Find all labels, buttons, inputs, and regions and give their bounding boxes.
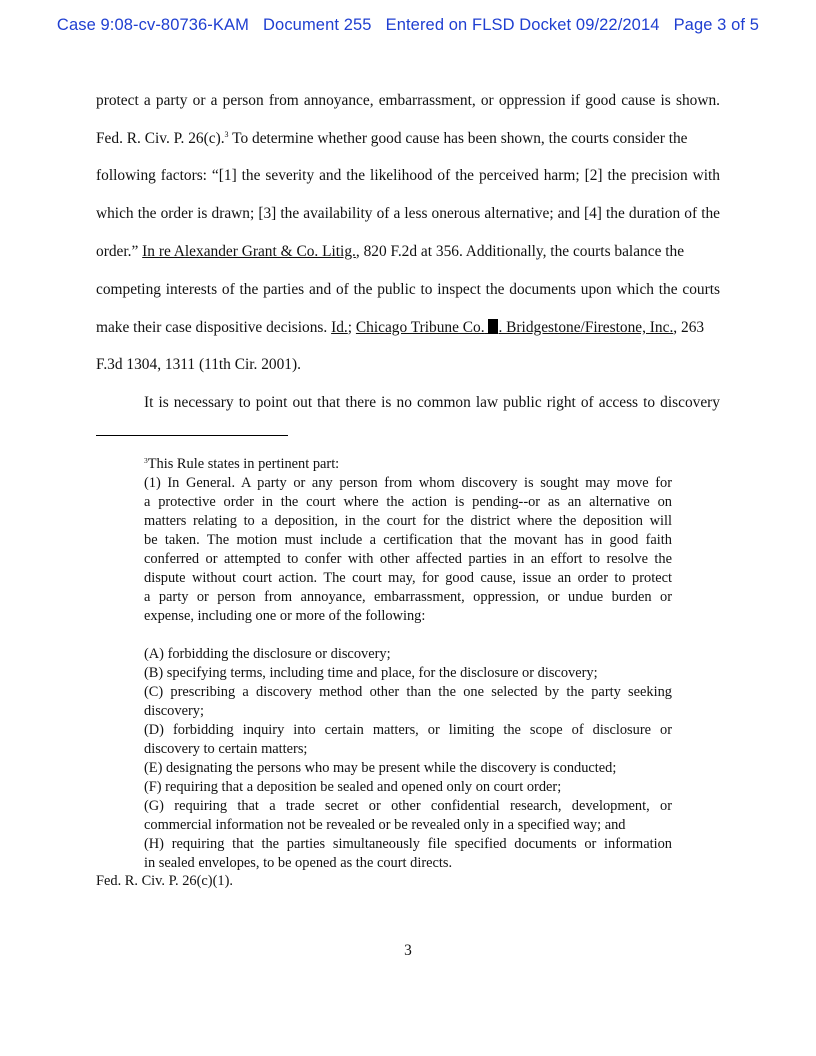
footnote-list-item (144, 778, 672, 797)
footnote-list-item (144, 683, 672, 721)
footnote-paragraph-1 (144, 474, 672, 626)
footnote-citation: Fed. R. Civ. P. 26(c)(1). (96, 873, 233, 889)
body-line-1: protect a party or a person from annoyance, embarrassment, or oppression if good cause is shown. (96, 92, 720, 109)
footnote-spacer (144, 626, 672, 645)
footnote-list-item (144, 759, 672, 778)
redaction-box (488, 319, 498, 334)
document-number: Document 255 (263, 16, 372, 34)
page-count: Page 3 of 5 (673, 16, 760, 34)
footnote-line: (1) In General. A party or any person from whom discovery is sought may move for (144, 475, 672, 491)
body-line-8: F.3d 1304, 1311 (11th Cir. 2001). (96, 356, 301, 373)
footnote (144, 455, 672, 873)
footnote-marker: 3 (144, 456, 148, 465)
case-citation-chicago-tribune (356, 319, 673, 336)
body-line-6: competing interests of the parties and of the public to inspect the documents upon which the courts (96, 281, 720, 298)
footnote-line: dispute without court action. The court may, for good cause, issue an order to protect (144, 570, 672, 586)
footnote-intro (144, 455, 672, 474)
body-line-5 (96, 242, 720, 262)
footnote-list-item (144, 835, 672, 873)
footnote-list-item-line: (E) designating the persons who may be present while the discovery is conducted; (144, 760, 617, 776)
case-number: Case 9:08-cv-80736-KAM (56, 16, 249, 34)
footnote-list-item-line: (F) requiring that a deposition be sealed and opened only on court order; (144, 779, 562, 795)
footnote-line: a party or person from annoyance, embarrassment, oppression, or undue burden or (144, 589, 672, 605)
body-line-3: following factors: “[1] the severity and the likelihood of the perceived harm; [2] the precision with (96, 167, 720, 184)
semicolon: ; (347, 319, 353, 336)
body-line-9: It is necessary to point out that there is no common law public right of access to discovery (144, 394, 720, 411)
entered-date: Entered on FLSD Docket 09/22/2014 (385, 16, 660, 34)
footnote-list-item (144, 645, 672, 664)
body-line-5-start: order.” (96, 243, 139, 260)
footnote-list (144, 645, 672, 873)
footnote-list-item-line: discovery; (144, 703, 204, 719)
body-line-7 (96, 318, 720, 338)
footnote-list-item-line: in sealed envelopes, to be opened as the court directs. (144, 855, 453, 871)
footnote-line: expense, including one or more of the following: (144, 608, 426, 624)
case-citation-grant: In re Alexander Grant & Co. Litig. (142, 243, 356, 260)
docket-header (0, 16, 816, 35)
id-citation: Id. (331, 319, 348, 336)
footnote-line: be taken. The motion must include a certification that the movant has in good faith (144, 532, 672, 548)
footnote-intro-text: This Rule states in pertinent part: (147, 456, 340, 472)
body-line-5-end: , 820 F.2d at 356. Additionally, the courts balance the (355, 243, 685, 260)
footnote-list-item-line: (H) requiring that the parties simultaneously file specified documents or information (144, 836, 672, 852)
footnote-list-item (144, 721, 672, 759)
page-number: 3 (404, 942, 412, 959)
body-line-7-end: , 263 (673, 319, 705, 336)
footnote-divider (96, 435, 288, 436)
footnote-line: conferred or attempted to confer with other affected parties in an effort to resolve the (144, 551, 672, 567)
footnote-list-item-line: commercial information not be revealed or be revealed only in a specified way; and (144, 817, 626, 833)
footnote-list-item-line: (B) specifying terms, including time and place, for the disclosure or discovery; (144, 665, 598, 681)
footnote-line: matters relating to a deposition, in the court for the district where the deposition will (144, 513, 672, 529)
footnote-list-item-line: (D) forbidding inquiry into certain matters, or limiting the scope of disclosure or (144, 722, 672, 738)
footnote-list-item-line: (C) prescribing a discovery method other than the one selected by the party seeking (144, 684, 672, 700)
footnote-list-item-line: (G) requiring that a trade secret or other confidential research, development, or (144, 798, 672, 814)
footnote-list-item (144, 664, 672, 683)
body-line-2-text: To determine whether good cause has been shown, the courts consider the (232, 130, 688, 147)
footnote-line: a protective order in the court where the action is pending--or as an alternative on (144, 494, 672, 510)
footnote-ref: 3 (224, 130, 229, 139)
case-citation-part-2: . Bridgestone/Firestone, Inc. (498, 319, 674, 336)
body-line-7-start: make their case dispositive decisions. (96, 319, 328, 336)
footnote-list-item (144, 797, 672, 835)
body-line-2 (96, 129, 720, 149)
footnote-list-item-line: discovery to certain matters; (144, 741, 308, 757)
footnote-list-item-line: (A) forbidding the disclosure or discovery; (144, 646, 391, 662)
rule-citation: Fed. R. Civ. P. 26(c). (96, 130, 225, 147)
body-line-4: which the order is drawn; [3] the availability of a less onerous alternative; and [4] the duration of the (96, 205, 720, 222)
case-citation-part-1: Chicago Tribune Co. (355, 319, 485, 336)
